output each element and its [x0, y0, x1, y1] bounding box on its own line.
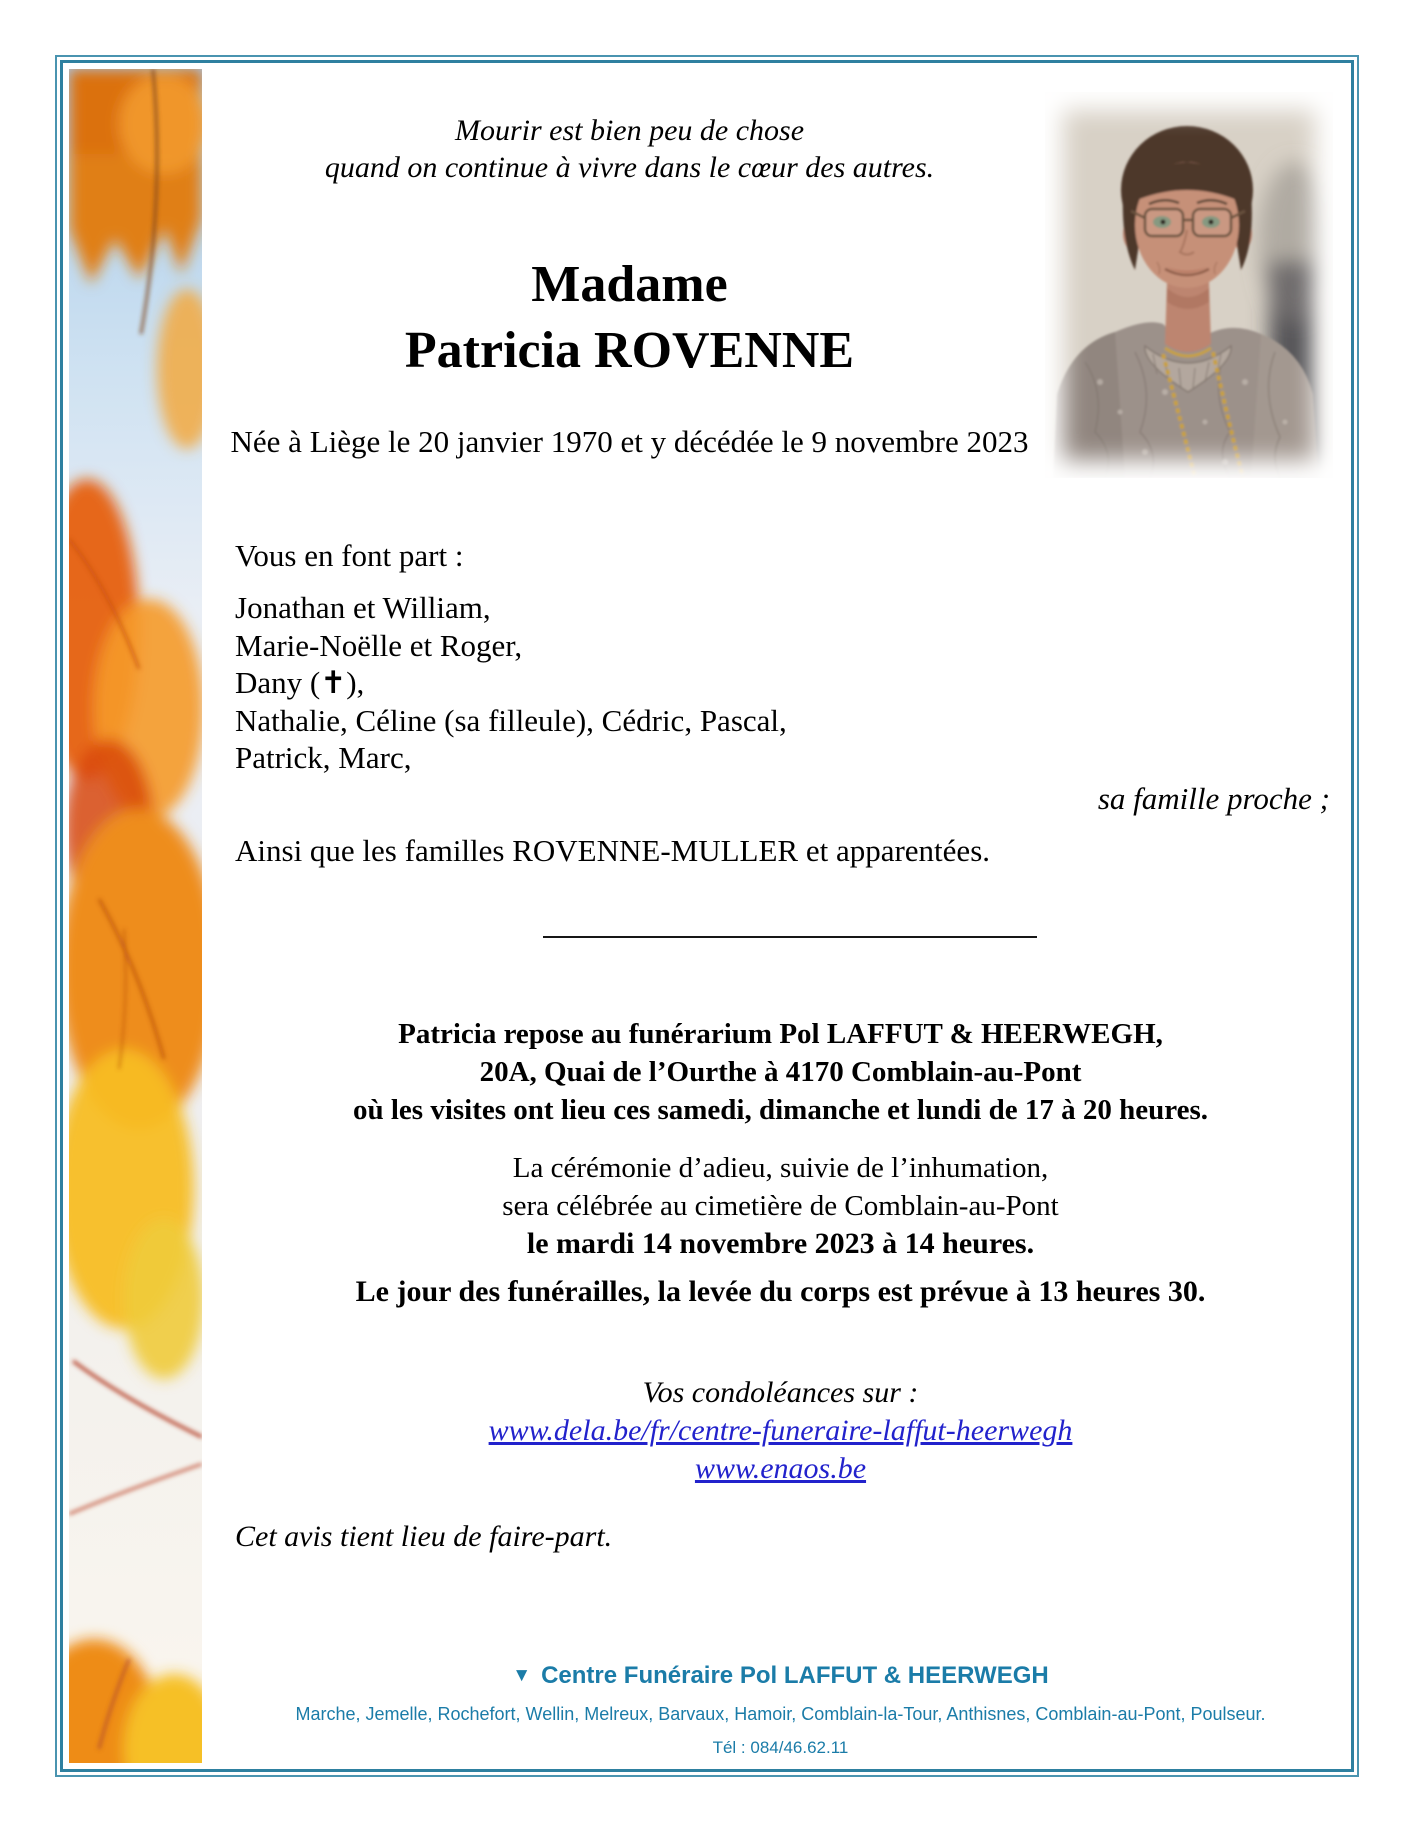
memorial-quote-line1: Mourir est bien peu de chose: [454, 114, 805, 147]
related-families-line: Ainsi que les familles ROVENNE-MULLER et apparentées.: [235, 833, 991, 868]
faire-part-notice: Cet avis tient lieu de faire-part.: [235, 1520, 613, 1553]
memorial-quote: [202, 112, 1057, 186]
honorific-title: Madame: [531, 256, 728, 313]
ceremony-line: La cérémonie d’adieu, suivie de l’inhumation,: [512, 1152, 1049, 1184]
condolences-label: Vos condoléances sur :: [642, 1376, 919, 1409]
autumn-leaves-image: [69, 69, 202, 1763]
condolences-link-dela[interactable]: www.dela.be/fr/centre-funeraire-laffut-heerwegh: [488, 1414, 1073, 1447]
autumn-leaves-photo: [69, 69, 202, 1763]
ceremony-section: [202, 1149, 1359, 1263]
photo-feathered-edge: [1045, 92, 1333, 478]
ceremony-location-line: sera célébrée au cimetière de Comblain-au-Pont: [502, 1190, 1059, 1222]
section-divider: [543, 936, 1037, 938]
family-member: Marie-Noëlle et Roger,: [235, 627, 523, 663]
repose-address-line: 20A, Quai de l’Ourthe à 4170 Comblain-au-Pont: [479, 1056, 1082, 1088]
family-member: Patrick, Marc,: [235, 740, 412, 775]
triangle-down-icon: ▼: [512, 1665, 532, 1686]
repose-location-line: Patricia repose au funérarium Pol LAFFUT & HEERWEGH,: [398, 1018, 1163, 1050]
funeral-home-phone: Tél : 084/46.62.11: [712, 1738, 849, 1757]
portrait-photo: [1045, 92, 1333, 478]
announcement-intro: Vous en font part :: [235, 538, 464, 573]
ceremony-date-line: le mardi 14 novembre 2023 à 14 heures.: [526, 1227, 1035, 1260]
close-family-note: sa famille proche ;: [1097, 781, 1330, 816]
family-member: Dany (✝),: [235, 665, 365, 700]
levee-du-corps-line: Le jour des funérailles, la levée du corps est prévue à 13 heures 30.: [355, 1275, 1206, 1308]
condolences-link-enaos[interactable]: www.enaos.be: [694, 1452, 867, 1485]
visits-hours-line: où les visites ont lieu ces samedi, dimanche et lundi de 17 à 20 heures.: [353, 1094, 1208, 1126]
funeral-home-header: [202, 1662, 1359, 1690]
funeral-home-locations: Marche, Jemelle, Rochefort, Wellin, Melreux, Barvaux, Hamoir, Comblain-la-Tour, Anthisnes, Comblain-au-Pont, Poulseur.: [295, 1704, 1266, 1724]
deceased-name: Patricia ROVENNE: [404, 322, 855, 379]
funeral-home-name: Centre Funéraire Pol LAFFUT & HEERWEGH: [541, 1662, 1049, 1689]
family-member: Jonathan et William,: [235, 590, 491, 625]
repose-section: [202, 1015, 1359, 1129]
family-list: [235, 589, 787, 777]
memorial-quote-line2: quand on continue à vivre dans le cœur des autres.: [324, 151, 935, 184]
page-title: [202, 252, 1057, 384]
family-member: Nathalie, Céline (sa filleule), Cédric, Pascal,: [235, 702, 787, 738]
condolences-section: [202, 1374, 1359, 1488]
birth-death-line: Née à Liège le 20 janvier 1970 et y décédée le 9 novembre 2023: [230, 424, 1029, 459]
